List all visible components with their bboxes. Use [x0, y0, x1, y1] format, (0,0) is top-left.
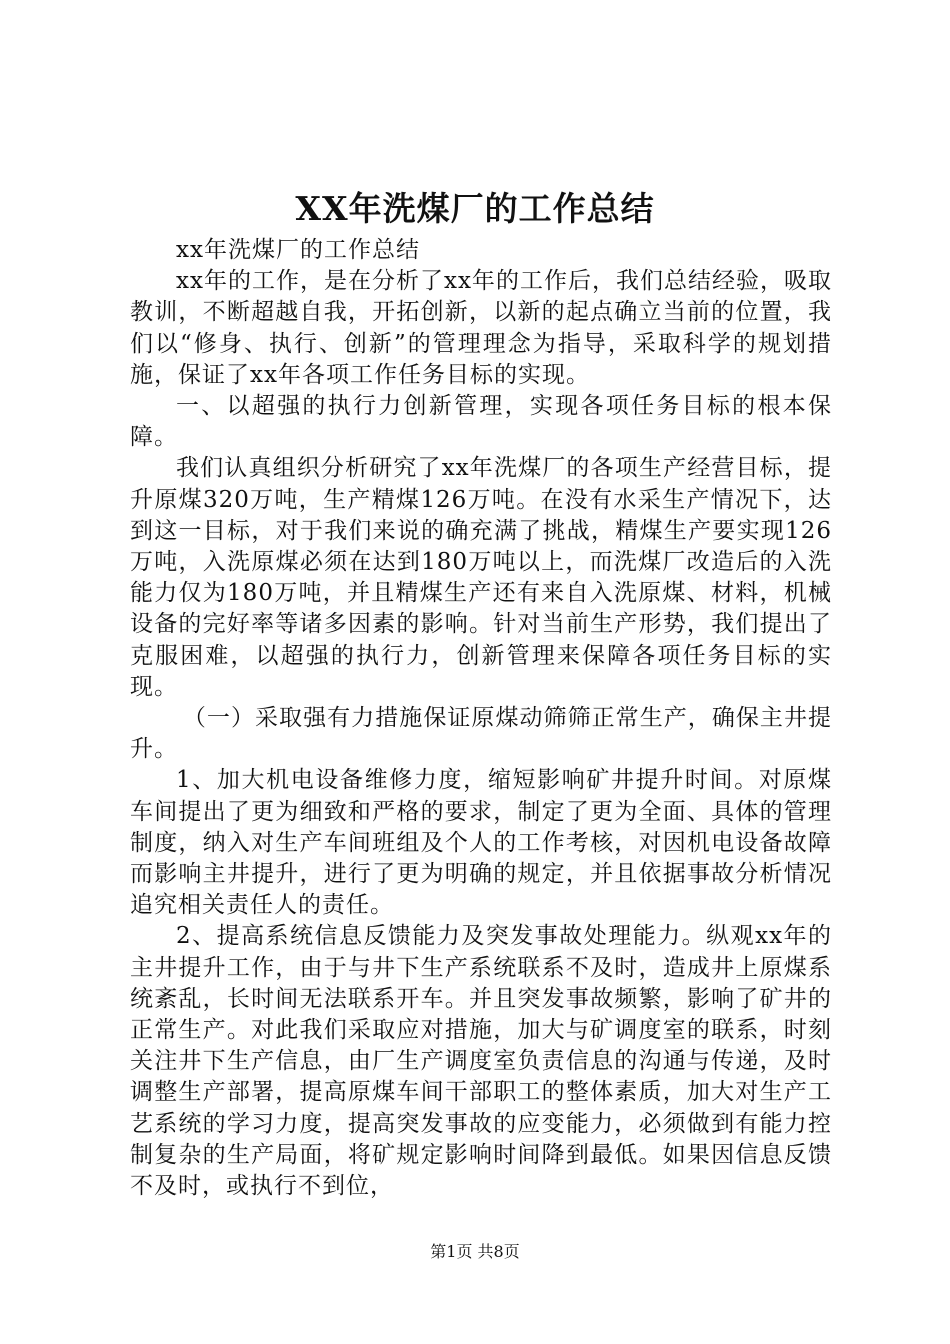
subsection-heading-1: （一）采取强有力措施保证原煤动筛筛正常生产，确保主井提升。	[130, 705, 832, 763]
page-footer: 第1页 共8页	[430, 1242, 520, 1261]
paragraph-section-1: 我们认真组织分析研究了xx年洗煤厂的各项生产经营目标，提升原煤320万吨，生产精煤126万吨。在没有水采生产情况下，达到这一目标，对于我们来说的确充满了挑战，精煤生产要实现126万吨，入洗原煤必须在达到180万吨以上，而洗煤厂改造后的入洗能力仅为180万吨，并且精煤生产还有来自入洗原煤、材料，机械设备的完好率等诸多因素的影响。针对当前生产形势，我们提出了克服困难，以超强的执行力，创新管理来保障各项任务目标的实现。	[130, 455, 832, 700]
paragraph-item-1: 1、加大机电设备维修力度，缩短影响矿井提升时间。对原煤车间提出了更为细致和严格的要求，制定了更为全面、具体的管理制度，纳入对生产车间班组及个人的工作考核，对因机电设备故障而影响主井提升，进行了更为明确的规定，并且依据事故分析情况追究相关责任人的责任。	[130, 767, 832, 919]
document-title: XX年洗煤厂的工作总结	[295, 189, 655, 228]
paragraph-item-2: 2、提高系统信息反馈能力及突发事故处理能力。纵观xx年的主井提升工作，由于与井下生产系统联系不及时，造成井上原煤系统紊乱，长时间无法联系开车。并且突发事故频繁，影响了矿井的正常生产。对此我们采取应对措施，加大与矿调度室的联系，时刻关注井下生产信息，由厂生产调度室负责信息的沟通与传递，及时调整生产部署，提高原煤车间干部职工的整体素质，加大对生产工艺系统的学习力度，提高突发事故的应变能力，必须做到有能力控制复杂的生产局面，将矿规定影响时间降到最低。如果因信息反馈不及时，或执行不到位，	[130, 923, 832, 1200]
document-body	[130, 235, 832, 1202]
paragraph-intro: xx年的工作，是在分析了xx年的工作后，我们总结经验，吸取教训，不断超越自我，开拓创新，以新的起点确立当前的位置，我们以“修身、执行、创新”的管理理念为指导，采取科学的规划措施，保证了xx年各项工作任务目标的实现。	[130, 268, 832, 388]
paragraph-heading: xx年洗煤厂的工作总结	[176, 237, 420, 263]
section-heading-1: 一、以超强的执行力创新管理，实现各项任务目标的根本保障。	[130, 393, 832, 451]
